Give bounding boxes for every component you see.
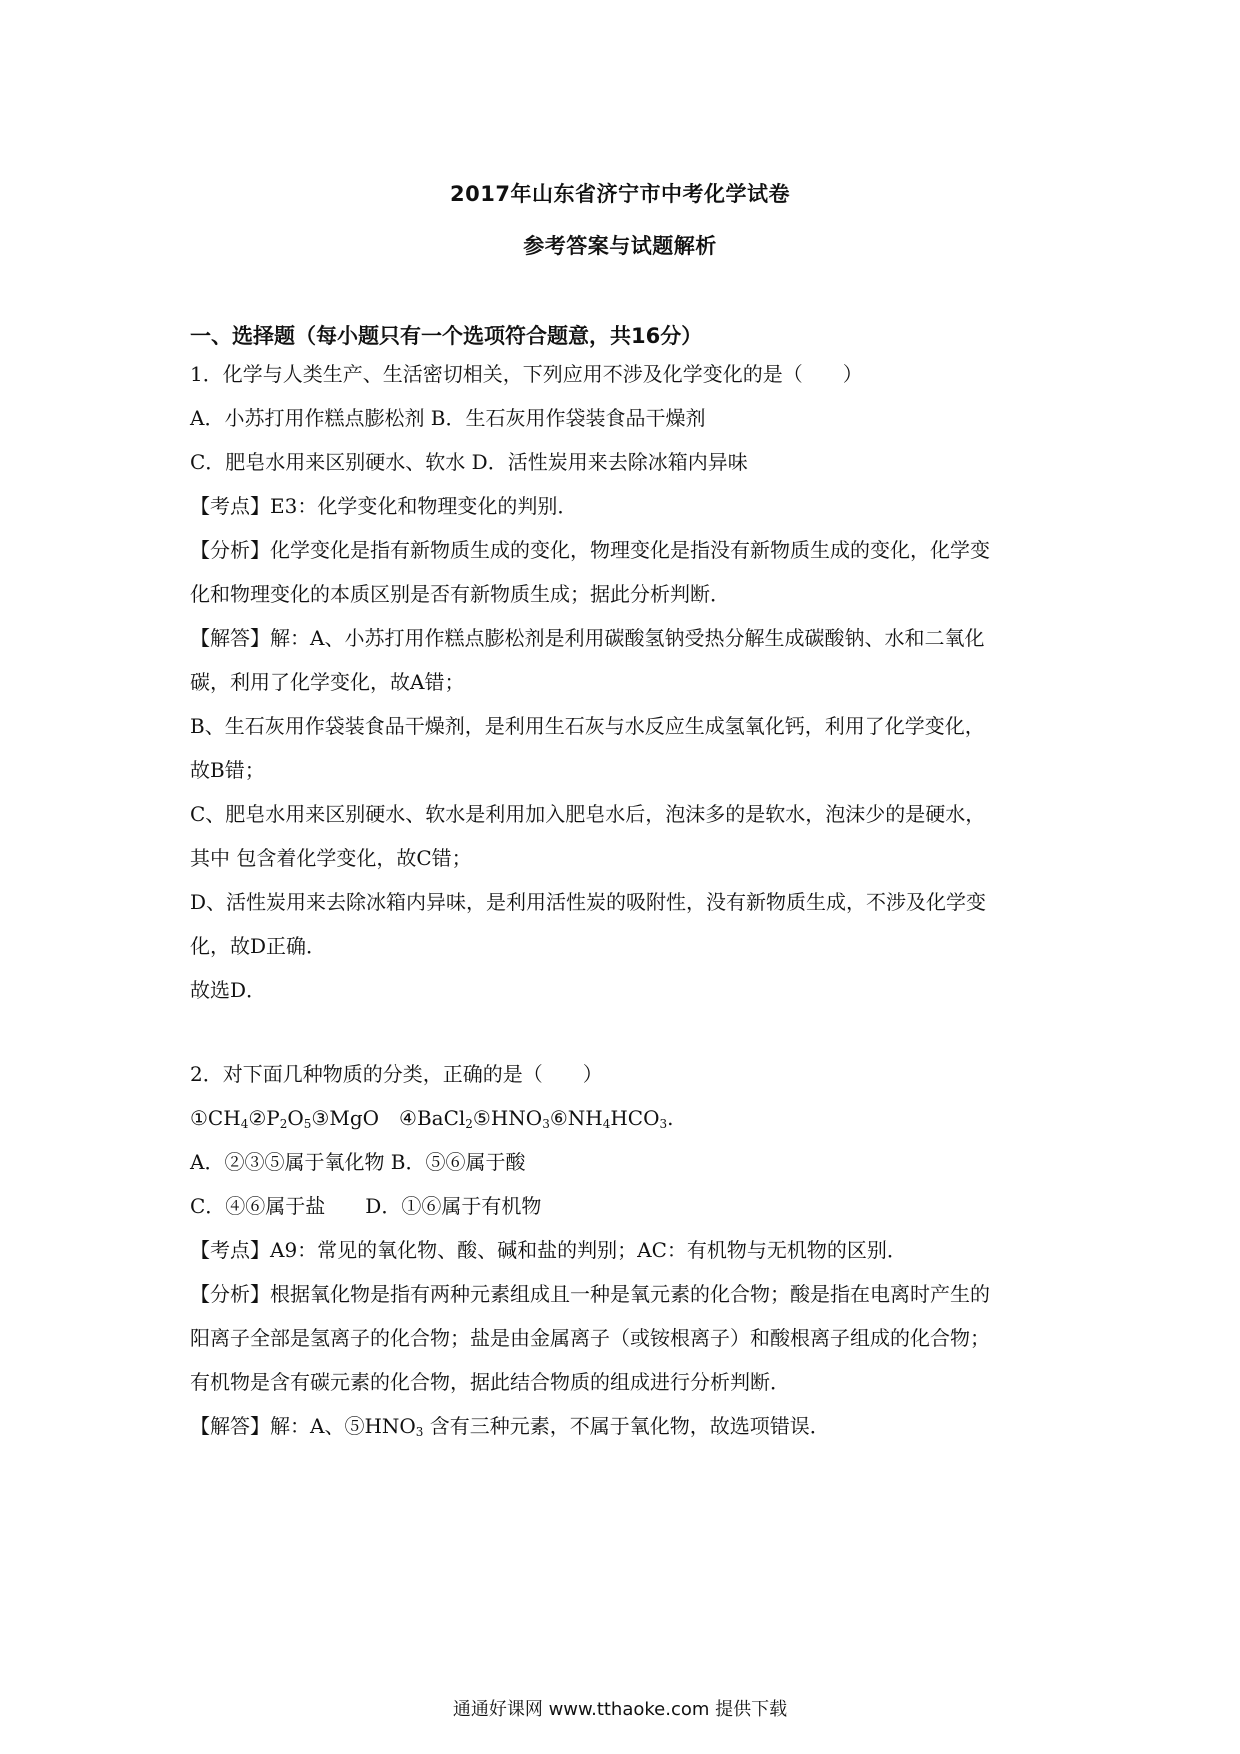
- q1-options-cd: C．肥皂水用来区别硬水、软水 D．活性炭用来去除冰箱内异味: [190, 450, 748, 474]
- q1-fenxi-line2: 化和物理变化的本质区别是否有新物质生成；据此分析判断．: [190, 582, 730, 606]
- q1-jieda-line8: 化，故D正确．: [190, 934, 327, 958]
- q1-kaodian: 【考点】E3：化学变化和物理变化的判别．: [190, 494, 578, 518]
- q1-jieda-line5: C、肥皂水用来区别硬水、软水是利用加入肥皂水后，泡沫多的是软水，泡沫少的是硬水，: [190, 802, 986, 826]
- footer-watermark: 通通好课网 www.tthaoke.com 提供下载: [452, 1699, 788, 1720]
- section-heading: 一、选择题（每小题只有一个选项符合题意，共16分）: [190, 324, 703, 348]
- q2-fenxi-line3: 有机物是含有碳元素的化合物，据此结合物质的组成进行分析判断．: [190, 1370, 790, 1394]
- q2-options-cd: C．④⑥属于盐 D．①⑥属于有机物: [190, 1194, 542, 1218]
- q1-answer: 故选D．: [190, 978, 267, 1002]
- q2-jieda-line1: 【解答】解：A、$⑤HNO_3$ 含有三种元素，不属于氧化物，故选项错误．: [190, 1414, 830, 1439]
- q1-jieda-line1: 【解答】解：A、小苏打用作糕点膨松剂是利用碳酸氢钠受热分解生成碳酸钠、水和二氧化: [190, 626, 985, 650]
- page-subtitle: 参考答案与试题解析: [523, 234, 717, 258]
- q1-jieda-line2: 碳，利用了化学变化，故A错；: [190, 670, 465, 694]
- q2-options-ab: A．②③⑤属于氧化物 B．⑤⑥属于酸: [190, 1150, 526, 1174]
- q1-stem: 1．化学与人类生产、生活密切相关，下列应用不涉及化学变化的是（ ）: [190, 362, 863, 386]
- q1-options-ab: A．小苏打用作糕点膨松剂 B．生石灰用作袋装食品干燥剂: [190, 406, 706, 430]
- q1-jieda-line7: D、活性炭用来去除冰箱内异味，是利用活性炭的吸附性，没有新物质生成，不涉及化学变: [190, 890, 987, 914]
- q1-jieda-line4: 故B错；: [190, 758, 265, 782]
- q2-substances: $①CH_4②P_2O_5③MgO$ $④BaCl_2⑤HNO_3⑥NH_4HCO_3$.: [190, 1106, 674, 1131]
- q1-jieda-line3: B、生石灰用作袋装食品干燥剂，是利用生石灰与水反应生成氢氧化钙，利用了化学变化，: [190, 714, 985, 738]
- q2-stem: 2．对下面几种物质的分类，正确的是（ ）: [190, 1062, 603, 1086]
- q1-jieda-line6: 其中 包含着化学变化，故C错；: [190, 846, 472, 870]
- q1-fenxi-line1: 【分析】化学变化是指有新物质生成的变化，物理变化是指没有新物质生成的变化，化学变: [190, 538, 990, 562]
- page-title: 2017年山东省济宁市中考化学试卷: [450, 182, 790, 206]
- q2-fenxi-line1: 【分析】根据氧化物是指有两种元素组成且一种是氧元素的化合物；酸是指在电离时产生的: [190, 1282, 990, 1306]
- q2-kaodian: 【考点】A9：常见的氧化物、酸、碱和盐的判别；AC：有机物与无机物的区别．: [190, 1238, 907, 1262]
- q2-fenxi-line2: 阳离子全部是氢离子的化合物；盐是由金属离子（或铵根离子）和酸根离子组成的化合物；: [190, 1326, 990, 1350]
